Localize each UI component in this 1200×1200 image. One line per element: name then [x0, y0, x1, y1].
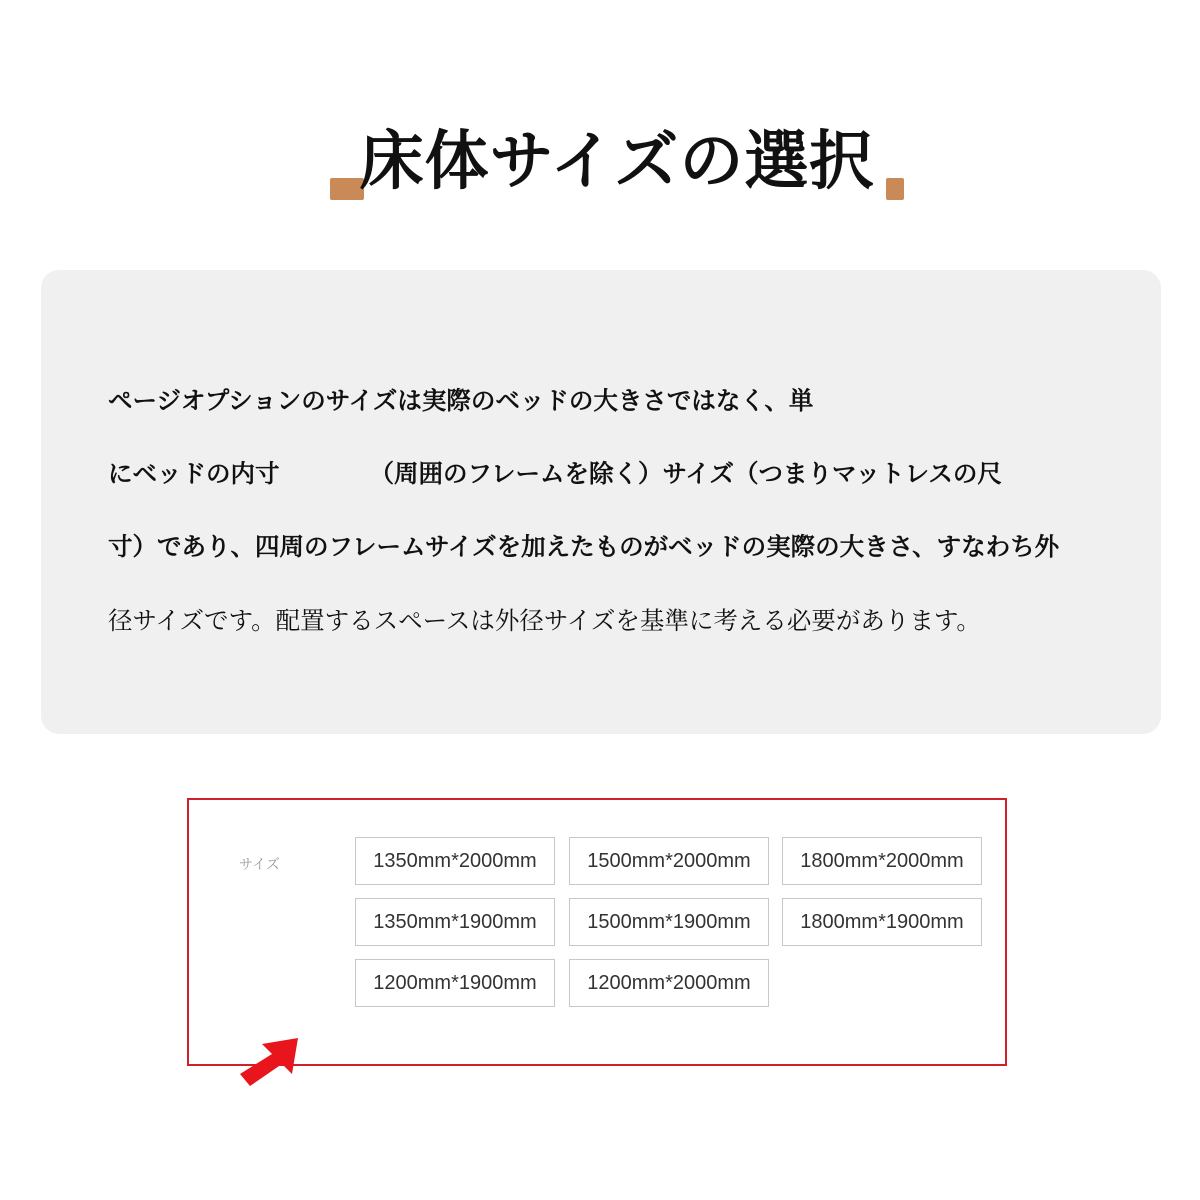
info-line-2-part-2: （周囲のフレームを除く）サイズ（つまりマットレスの尺 — [369, 459, 1002, 488]
info-line-2 — [108, 458, 1002, 490]
size-option-1800x1900[interactable]: 1800mm*1900mm — [782, 898, 982, 946]
size-option-1350x2000[interactable]: 1350mm*2000mm — [355, 837, 555, 885]
page-title: 床体サイズの選択 — [359, 125, 875, 199]
size-option-1500x2000[interactable]: 1500mm*2000mm — [569, 837, 769, 885]
size-option-1200x1900[interactable]: 1200mm*1900mm — [355, 959, 555, 1007]
size-option-1350x1900[interactable]: 1350mm*1900mm — [355, 898, 555, 946]
info-line-2-part-1: にベッドの内寸 — [108, 459, 280, 488]
size-option-1800x2000[interactable]: 1800mm*2000mm — [782, 837, 982, 885]
info-line-3: 寸）であり、四周のフレームサイズを加えたものがベッドの実際の大きさ、すなわち外 — [108, 532, 1060, 561]
size-option-1200x2000[interactable]: 1200mm*2000mm — [569, 959, 769, 1007]
info-panel — [41, 270, 1161, 734]
size-label: サイズ — [239, 857, 280, 873]
section-title — [330, 110, 904, 210]
info-line-4: 径サイズです。配置するスペースは外径サイズを基準に考える必要があります。 — [108, 606, 981, 635]
size-option-1500x1900[interactable]: 1500mm*1900mm — [569, 898, 769, 946]
arrow-up-right-icon — [236, 1036, 300, 1088]
title-accent-right — [886, 178, 904, 200]
info-line-1: ページオプションのサイズは実際のベッドの大きさではなく、単 — [108, 386, 814, 415]
size-selector — [187, 798, 1007, 1066]
